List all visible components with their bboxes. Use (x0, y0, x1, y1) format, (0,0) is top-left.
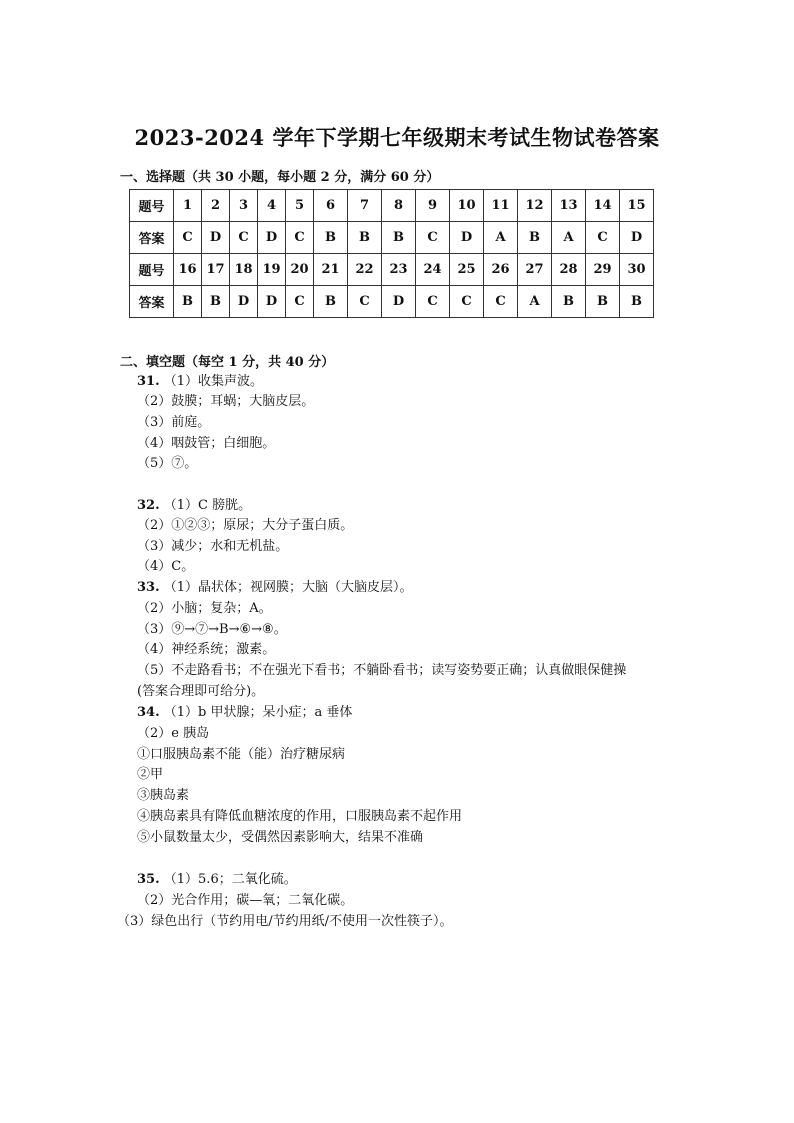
answer-line: （2）①②③；原尿；大分子蛋白质。 (137, 518, 354, 533)
answer-line: （2）小脑；复杂；A。 (137, 601, 272, 616)
q33-number: 33. (137, 580, 160, 595)
answer-line: ②甲 (137, 767, 164, 782)
answer-line: （5）不走路看书；不在强光下看书；不躺卧看书；读写姿势要正确；认真做眼保健操 (137, 663, 627, 678)
q32-number: 32. (137, 498, 160, 513)
table-cell: B (586, 286, 620, 318)
table-cell: B (620, 286, 654, 318)
row-label-answer: 答案 (130, 286, 174, 318)
table-cell: 12 (518, 190, 552, 222)
table-row (130, 190, 654, 222)
answer-line: （2）e 胰岛 (137, 726, 210, 741)
table-cell: D (382, 286, 416, 318)
table-cell: 20 (286, 254, 314, 286)
table-cell: 21 (314, 254, 348, 286)
answer-line: （3）减少；水和无机盐。 (137, 539, 289, 554)
row-label-question: 题号 (130, 254, 174, 286)
table-cell: C (484, 286, 518, 318)
table-cell: B (174, 286, 202, 318)
answer-line: ③胰岛素 (137, 788, 190, 803)
table-cell: C (230, 222, 258, 254)
q35-number: 35. (137, 872, 160, 887)
table-cell: 30 (620, 254, 654, 286)
q34-line (137, 704, 352, 721)
row-label-question: 题号 (130, 190, 174, 222)
table-cell: D (258, 286, 286, 318)
table-cell: B (552, 286, 586, 318)
table-cell: 15 (620, 190, 654, 222)
table-cell: 2 (202, 190, 230, 222)
table-cell: 23 (382, 254, 416, 286)
answer-table (129, 189, 654, 318)
table-cell: 22 (348, 254, 382, 286)
table-cell: B (202, 286, 230, 318)
table-cell: B (382, 222, 416, 254)
answer-text: （1）收集声波。 (163, 374, 264, 389)
answer-text: （1）晶状体；视网膜；大脑（大脑皮层）。 (163, 580, 413, 595)
table-cell: A (552, 222, 586, 254)
section2-heading: 二、填空题（每空 1 分，共 40 分） (120, 355, 335, 370)
answer-text: （1）b 甲状腺；呆小症；a 垂体 (163, 705, 353, 720)
q33-line (137, 579, 413, 596)
table-cell: C (416, 286, 450, 318)
table-cell: C (348, 286, 382, 318)
table-cell: C (450, 286, 484, 318)
answer-line: （3）⑨→⑦→B→⑥→⑧。 (137, 622, 287, 637)
answer-text: （1）5.6；二氧化硫。 (163, 872, 297, 887)
answer-line: ④胰岛素具有降低血糖浓度的作用，口服胰岛素不起作用 (137, 809, 463, 824)
table-cell: D (258, 222, 286, 254)
table-cell: C (286, 222, 314, 254)
table-cell: D (450, 222, 484, 254)
table-cell: C (174, 222, 202, 254)
table-cell: 10 (450, 190, 484, 222)
table-cell: B (518, 222, 552, 254)
q34-number: 34. (137, 705, 160, 720)
table-cell: 24 (416, 254, 450, 286)
q31-number: 31. (137, 374, 160, 389)
table-cell: 29 (586, 254, 620, 286)
answer-line: （4）C。 (137, 559, 195, 574)
table-cell: 11 (484, 190, 518, 222)
table-cell: 13 (552, 190, 586, 222)
answer-line: （4）咽鼓管；白细胞。 (137, 436, 276, 451)
table-cell: 27 (518, 254, 552, 286)
table-cell: 3 (230, 190, 258, 222)
table-cell: 28 (552, 254, 586, 286)
table-cell: 5 (286, 190, 314, 222)
answer-line: （3）绿色出行（节约用电/节约用纸/不使用一次性筷子）。 (117, 914, 453, 929)
table-cell: 14 (586, 190, 620, 222)
table-cell: A (484, 222, 518, 254)
answer-line: (答案合理即可给分)。 (137, 684, 265, 699)
table-cell: C (286, 286, 314, 318)
table-cell: 4 (258, 190, 286, 222)
row-label-answer: 答案 (130, 222, 174, 254)
answer-line: （5）⑦。 (137, 456, 198, 471)
answer-line: （4）神经系统；激素。 (137, 642, 276, 657)
q32-line (137, 497, 251, 514)
table-cell: D (620, 222, 654, 254)
table-cell: A (518, 286, 552, 318)
table-cell: 26 (484, 254, 518, 286)
table-cell: 17 (202, 254, 230, 286)
table-cell: 7 (348, 190, 382, 222)
table-cell: 16 (174, 254, 202, 286)
q31-line (137, 373, 263, 390)
answer-line: （2）鼓膜；耳蜗；大脑皮层。 (137, 394, 315, 409)
table-row (130, 254, 654, 286)
table-cell: C (416, 222, 450, 254)
answer-line: （2）光合作用；碳—氧；二氧化碳。 (137, 893, 354, 908)
table-cell: D (202, 222, 230, 254)
table-cell: B (314, 286, 348, 318)
table-cell: 18 (230, 254, 258, 286)
section1-heading: 一、选择题（共 30 小题，每小题 2 分，满分 60 分） (120, 170, 440, 185)
answer-text: （1）C 膀胱。 (163, 498, 252, 513)
answer-line: （3）前庭。 (137, 415, 211, 430)
answer-line: ⑤小鼠数量太少，受偶然因素影响大，结果不准确 (137, 830, 424, 845)
table-cell: 19 (258, 254, 286, 286)
table-row (130, 222, 654, 254)
table-row (130, 286, 654, 318)
table-cell: 6 (314, 190, 348, 222)
q35-line (137, 871, 297, 888)
page-title: 2023-2024 学年下学期七年级期末考试生物试卷答案 (134, 125, 660, 150)
table-cell: 25 (450, 254, 484, 286)
table-cell: D (230, 286, 258, 318)
table-cell: C (586, 222, 620, 254)
table-cell: B (314, 222, 348, 254)
table-cell: 8 (382, 190, 416, 222)
table-cell: 9 (416, 190, 450, 222)
table-cell: 1 (174, 190, 202, 222)
table-cell: B (348, 222, 382, 254)
answer-line: ①口服胰岛素不能（能）治疗糖尿病 (137, 747, 346, 762)
